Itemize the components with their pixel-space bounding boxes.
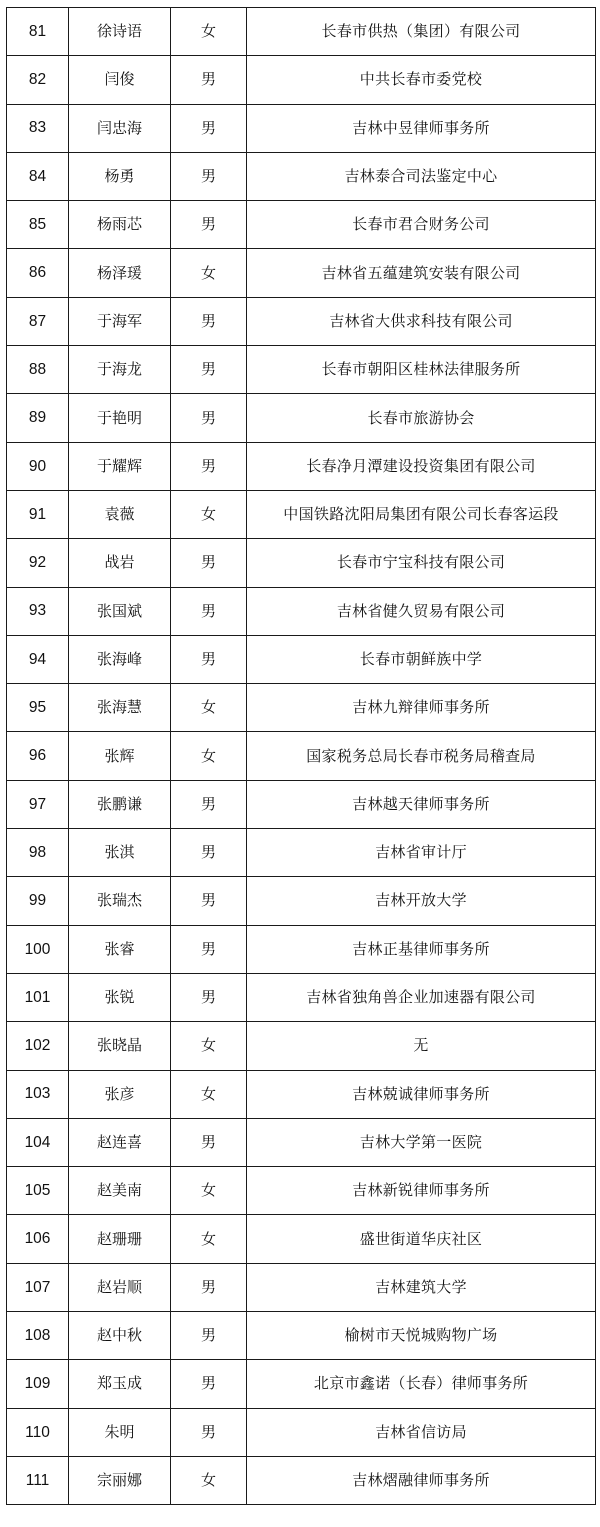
row-number: 106 — [7, 1215, 69, 1263]
row-number: 101 — [7, 973, 69, 1021]
gender: 男 — [171, 1408, 247, 1456]
gender: 男 — [171, 973, 247, 1021]
row-number: 108 — [7, 1312, 69, 1360]
gender: 男 — [171, 152, 247, 200]
row-number: 99 — [7, 877, 69, 925]
row-number: 89 — [7, 394, 69, 442]
row-number: 88 — [7, 346, 69, 394]
person-name: 袁薇 — [69, 490, 171, 538]
work-unit: 中共长春市委党校 — [247, 56, 596, 104]
work-unit: 吉林越天律师事务所 — [247, 780, 596, 828]
gender: 女 — [171, 1456, 247, 1504]
table-row — [7, 152, 596, 200]
row-number: 100 — [7, 925, 69, 973]
person-name: 赵中秋 — [69, 1312, 171, 1360]
roster-table-body — [7, 8, 596, 1505]
work-unit: 国家税务总局长春市税务局稽查局 — [247, 732, 596, 780]
gender: 男 — [171, 1360, 247, 1408]
gender: 男 — [171, 297, 247, 345]
person-name: 张晓晶 — [69, 1022, 171, 1070]
work-unit: 吉林兢诚律师事务所 — [247, 1070, 596, 1118]
work-unit: 吉林建筑大学 — [247, 1263, 596, 1311]
work-unit: 盛世街道华庆社区 — [247, 1215, 596, 1263]
row-number: 92 — [7, 539, 69, 587]
gender: 男 — [171, 1312, 247, 1360]
person-name: 于耀辉 — [69, 442, 171, 490]
row-number: 93 — [7, 587, 69, 635]
gender: 男 — [171, 925, 247, 973]
gender: 男 — [171, 56, 247, 104]
person-name: 张海慧 — [69, 684, 171, 732]
row-number: 102 — [7, 1022, 69, 1070]
row-number: 109 — [7, 1360, 69, 1408]
row-number: 95 — [7, 684, 69, 732]
work-unit: 长春市供热（集团）有限公司 — [247, 8, 596, 56]
person-name: 赵美南 — [69, 1167, 171, 1215]
person-name: 张鹏谦 — [69, 780, 171, 828]
table-row — [7, 1118, 596, 1166]
gender: 男 — [171, 539, 247, 587]
work-unit: 吉林正基律师事务所 — [247, 925, 596, 973]
gender: 男 — [171, 346, 247, 394]
row-number: 90 — [7, 442, 69, 490]
gender: 女 — [171, 732, 247, 780]
work-unit: 吉林泰合司法鉴定中心 — [247, 152, 596, 200]
table-row — [7, 104, 596, 152]
work-unit: 北京市鑫诺（长春）律师事务所 — [247, 1360, 596, 1408]
row-number: 82 — [7, 56, 69, 104]
work-unit: 长春净月潭建设投资集团有限公司 — [247, 442, 596, 490]
table-row — [7, 829, 596, 877]
row-number: 96 — [7, 732, 69, 780]
table-row — [7, 1312, 596, 1360]
row-number: 85 — [7, 201, 69, 249]
row-number: 86 — [7, 249, 69, 297]
person-name: 朱明 — [69, 1408, 171, 1456]
work-unit: 无 — [247, 1022, 596, 1070]
gender: 女 — [171, 249, 247, 297]
work-unit: 长春市朝阳区桂林法律服务所 — [247, 346, 596, 394]
row-number: 103 — [7, 1070, 69, 1118]
table-row — [7, 490, 596, 538]
work-unit: 吉林省大供求科技有限公司 — [247, 297, 596, 345]
gender: 男 — [171, 104, 247, 152]
gender: 男 — [171, 877, 247, 925]
row-number: 81 — [7, 8, 69, 56]
person-name: 杨泽瑗 — [69, 249, 171, 297]
row-number: 107 — [7, 1263, 69, 1311]
table-row — [7, 1022, 596, 1070]
gender: 男 — [171, 201, 247, 249]
row-number: 87 — [7, 297, 69, 345]
row-number: 94 — [7, 635, 69, 683]
work-unit: 吉林中昱律师事务所 — [247, 104, 596, 152]
table-row — [7, 1215, 596, 1263]
work-unit: 长春市宁宝科技有限公司 — [247, 539, 596, 587]
work-unit: 吉林省健久贸易有限公司 — [247, 587, 596, 635]
work-unit: 吉林大学第一医院 — [247, 1118, 596, 1166]
gender: 女 — [171, 1070, 247, 1118]
person-name: 杨勇 — [69, 152, 171, 200]
table-row — [7, 1360, 596, 1408]
row-number: 98 — [7, 829, 69, 877]
person-name: 闫俊 — [69, 56, 171, 104]
table-row — [7, 442, 596, 490]
work-unit: 吉林九辩律师事务所 — [247, 684, 596, 732]
work-unit: 吉林省独角兽企业加速器有限公司 — [247, 973, 596, 1021]
person-name: 宗丽娜 — [69, 1456, 171, 1504]
table-row — [7, 201, 596, 249]
gender: 女 — [171, 8, 247, 56]
row-number: 97 — [7, 780, 69, 828]
table-row — [7, 346, 596, 394]
person-name: 赵岩顺 — [69, 1263, 171, 1311]
table-row — [7, 587, 596, 635]
work-unit: 榆树市天悦城购物广场 — [247, 1312, 596, 1360]
gender: 男 — [171, 1118, 247, 1166]
work-unit: 吉林省审计厅 — [247, 829, 596, 877]
person-name: 于海军 — [69, 297, 171, 345]
person-name: 徐诗语 — [69, 8, 171, 56]
row-number: 110 — [7, 1408, 69, 1456]
work-unit: 长春市君合财务公司 — [247, 201, 596, 249]
person-name: 张海峰 — [69, 635, 171, 683]
person-name: 张辉 — [69, 732, 171, 780]
table-row — [7, 1167, 596, 1215]
gender: 男 — [171, 780, 247, 828]
table-row — [7, 925, 596, 973]
gender: 男 — [171, 829, 247, 877]
table-row — [7, 635, 596, 683]
table-row — [7, 732, 596, 780]
table-row — [7, 249, 596, 297]
row-number: 111 — [7, 1456, 69, 1504]
person-name: 张锐 — [69, 973, 171, 1021]
roster-table — [6, 7, 596, 1505]
table-row — [7, 780, 596, 828]
table-row — [7, 56, 596, 104]
row-number: 84 — [7, 152, 69, 200]
row-number: 104 — [7, 1118, 69, 1166]
person-name: 赵连喜 — [69, 1118, 171, 1166]
gender: 女 — [171, 1022, 247, 1070]
work-unit: 吉林省信访局 — [247, 1408, 596, 1456]
person-name: 杨雨芯 — [69, 201, 171, 249]
gender: 女 — [171, 684, 247, 732]
gender: 女 — [171, 490, 247, 538]
row-number: 105 — [7, 1167, 69, 1215]
table-row — [7, 684, 596, 732]
table-row — [7, 1070, 596, 1118]
table-row — [7, 539, 596, 587]
gender: 男 — [171, 587, 247, 635]
work-unit: 长春市朝鲜族中学 — [247, 635, 596, 683]
row-number: 83 — [7, 104, 69, 152]
gender: 女 — [171, 1167, 247, 1215]
work-unit: 吉林熠融律师事务所 — [247, 1456, 596, 1504]
work-unit: 吉林省五蕴建筑安装有限公司 — [247, 249, 596, 297]
person-name: 张淇 — [69, 829, 171, 877]
work-unit: 长春市旅游协会 — [247, 394, 596, 442]
table-row — [7, 394, 596, 442]
gender: 男 — [171, 1263, 247, 1311]
person-name: 于海龙 — [69, 346, 171, 394]
person-name: 闫忠海 — [69, 104, 171, 152]
person-name: 张彦 — [69, 1070, 171, 1118]
person-name: 赵珊珊 — [69, 1215, 171, 1263]
gender: 男 — [171, 442, 247, 490]
gender: 女 — [171, 1215, 247, 1263]
table-row — [7, 1263, 596, 1311]
work-unit: 中国铁路沈阳局集团有限公司长春客运段 — [247, 490, 596, 538]
table-row — [7, 8, 596, 56]
work-unit: 吉林新锐律师事务所 — [247, 1167, 596, 1215]
work-unit: 吉林开放大学 — [247, 877, 596, 925]
person-name: 郑玉成 — [69, 1360, 171, 1408]
person-name: 战岩 — [69, 539, 171, 587]
gender: 男 — [171, 394, 247, 442]
person-name: 张国斌 — [69, 587, 171, 635]
table-row — [7, 1456, 596, 1504]
row-number: 91 — [7, 490, 69, 538]
table-row — [7, 973, 596, 1021]
person-name: 张睿 — [69, 925, 171, 973]
person-name: 于艳明 — [69, 394, 171, 442]
table-row — [7, 297, 596, 345]
table-row — [7, 877, 596, 925]
table-row — [7, 1408, 596, 1456]
gender: 男 — [171, 635, 247, 683]
person-name: 张瑞杰 — [69, 877, 171, 925]
